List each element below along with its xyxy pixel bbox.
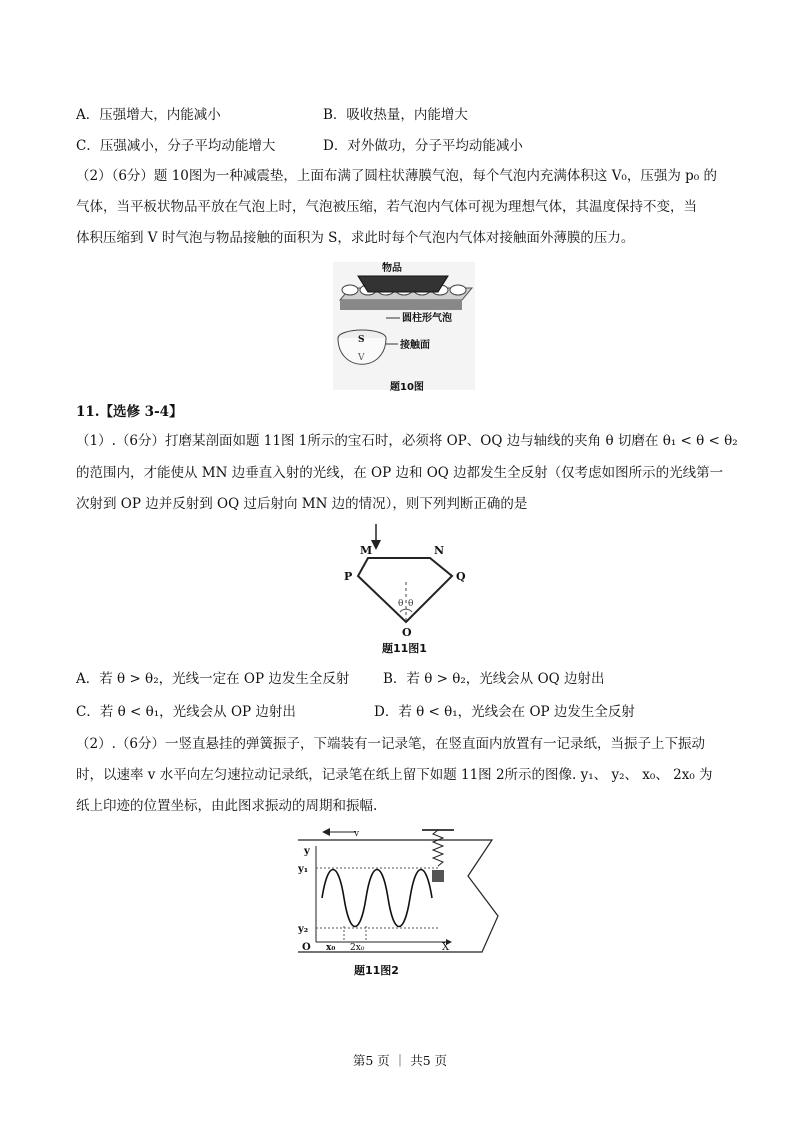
figure-11-1-caption: 题11图1: [382, 642, 427, 655]
q11-part2-line1: （2）.（6分）一竖直悬挂的弹簧振子，下端装有一记录笔，在竖直面内放置有一记录纸，当振子上下振动: [76, 736, 705, 752]
q11-option-c: C．若 θ < θ₁，光线会从 OP 边射出: [76, 704, 296, 720]
q10-part2-line3: 体积压缩到 V 时气泡与物品接触的面积为 S，求此时每个气泡内气体对接触面外薄膜的压力。: [76, 230, 635, 246]
figure-11-2-drawing: [292, 826, 507, 986]
figure-11-2: [292, 826, 507, 986]
figure-11-2-label-v: v: [354, 829, 360, 839]
figure-11-1-arrow: [371, 540, 381, 550]
figure-10-label-bubble: 圆柱形气泡: [402, 313, 452, 324]
q11-part2-line2: 时，以速率 v 水平向左匀速拉动记录纸，记录笔在纸上留下如题 11图 2所示的图像. y₁、 y₂、 x₀、 2x₀ 为: [76, 767, 713, 783]
figure-11-2-label-y2: y₂: [298, 924, 309, 935]
q11-part1-line1: （1）.（6分）打磨某剖面如题 11图 1所示的宝石时，必须将 OP、OQ 边与轴线的夹角 θ 切磨在 θ₁ < θ < θ₂: [76, 433, 738, 449]
q11-option-a: A．若 θ > θ₂，光线一定在 OP 边发生全反射: [76, 671, 350, 687]
figure-10: [330, 258, 480, 398]
figure-10-label-v: V: [358, 353, 365, 363]
figure-11-1-label-theta-right: θ: [408, 599, 414, 609]
figure-11-2-label-x0: x₀: [326, 943, 336, 953]
figure-11-1-gem-outline: [358, 558, 452, 622]
figure-11-2-paper: [298, 840, 498, 952]
figure-10-label-s: S: [358, 335, 365, 345]
page-footer: 第5 页 ｜ 共5 页: [352, 1053, 448, 1068]
figure-11-2-label-2x0: 2x₀: [350, 943, 365, 953]
q10-option-b: B．吸收热量，内能增大: [323, 107, 468, 123]
figure-10-item-block: [358, 276, 448, 292]
q11-part2-line3: 纸上印迹的位置坐标，由此图求振动的周期和振幅.: [76, 798, 378, 814]
q11-header: 11.【选修 3-4】: [76, 404, 183, 420]
figure-11-2-label-y1: y₁: [298, 864, 309, 875]
figure-11-2-label-x: X: [442, 942, 450, 953]
figure-10-drawing: [330, 258, 480, 398]
q10-option-c: C．压强减小，分子平均动能增大: [76, 138, 276, 154]
figure-11-1-angle-arc: [400, 609, 412, 612]
figure-11-1-label-theta-left: θ: [398, 599, 404, 609]
figure-11-2-spring: [433, 830, 443, 866]
figure-10-label-surface: 接触面: [400, 340, 430, 351]
figure-11-1-label-o: O: [402, 626, 412, 639]
figure-11-1-label-m: M: [360, 544, 373, 557]
q11-option-b: B．若 θ > θ₂，光线会从 OQ 边射出: [383, 671, 605, 687]
figure-10-caption: 题10图: [390, 382, 424, 393]
figure-11-2-caption: 题11图2: [354, 964, 399, 977]
figure-11-1-label-p: P: [344, 570, 353, 583]
figure-11-2-velocity-head: [322, 828, 330, 836]
figure-10-base-side: [340, 300, 462, 310]
q11-option-d: D．若 θ < θ₁，光线会在 OP 边发生全反射: [374, 704, 635, 720]
figure-11-1-drawing: [330, 518, 480, 656]
q11-part1-line2: 的范围内，才能使从 MN 边垂直入射的光线，在 OP 边和 OQ 边都发生全反射（仅考虑如图所示的光线第一: [76, 465, 724, 481]
figure-11-1-label-n: N: [434, 544, 445, 557]
q11-part1-line3: 次射到 OP 边并反射到 OQ 过后射向 MN 边的情况），则下列判断正确的是: [76, 496, 528, 512]
figure-11-2-label-o: O: [302, 942, 311, 953]
figure-11-2-mass: [432, 870, 444, 882]
q10-part2-line2: 气体，当平板状物品平放在气泡上时，气泡被压缩，若气泡内气体可视为理想气体，其温度保持不变，当: [76, 199, 697, 215]
figure-10-label-item: 物品: [382, 263, 402, 274]
figure-11-2-sine-trace: [322, 870, 432, 927]
q10-option-d: D．对外做功，分子平均动能减小: [323, 138, 523, 154]
q10-option-a: A．压强增大，内能减小: [76, 107, 221, 123]
figure-11-1: [330, 518, 480, 656]
figure-11-1-label-q: Q: [456, 570, 466, 583]
figure-11-2-label-y: y: [304, 846, 310, 857]
q10-part2-line1: （2）（6分）题 10图为一种减震垫，上面布满了圆柱状薄膜气泡，每个气泡内充满体积这 V₀，压强为 p₀ 的: [76, 168, 717, 184]
